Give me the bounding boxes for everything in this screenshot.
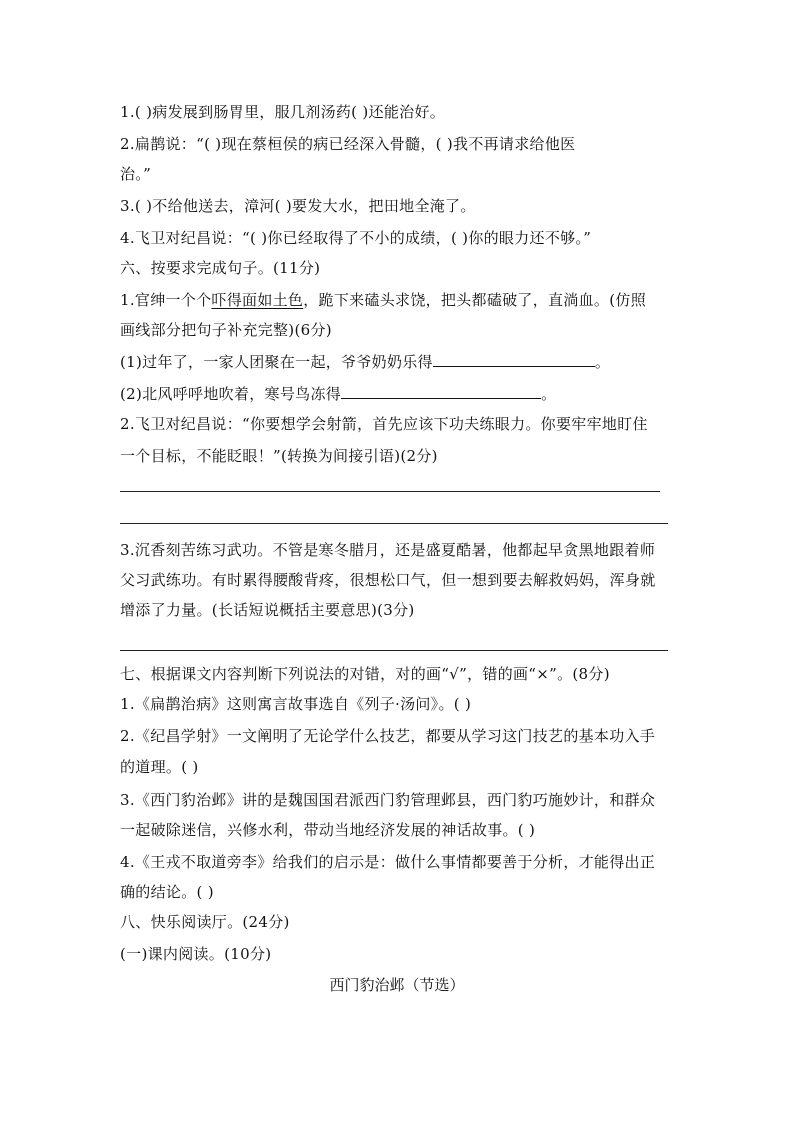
- s6-q1-sub2-end: 。: [541, 385, 557, 403]
- s6-q1-pre: 1.官绅一个个: [120, 291, 212, 309]
- s6-q3-line3: 增添了力量。(长话短说概括主要意思)(3分): [120, 601, 415, 619]
- s5-q3: 3.( )不给他送去，漳河( )要发大水，把田地全淹了。: [120, 197, 476, 215]
- s7-q3-line1: 3.《西门豹治邺》讲的是魏国国君派西门豹管理邺县，西门豹巧施妙计，和群众: [120, 791, 656, 809]
- s5-q2-line1: 2.扁鹊说：“( )现在蔡桓侯的病已经深入骨髓，( )我不再请求给他医: [120, 135, 576, 153]
- s7-q2-line2: 的道理。( ): [120, 758, 199, 776]
- s6-q1-underlined: 吓得面如土色: [211, 291, 304, 309]
- s6-q3-line2: 父习武练功。有时累得腰酸背疼，很想松口气，但一想到要去解救妈妈，浑身就: [120, 571, 656, 589]
- s6-q1-post: ，跪下来磕头求饶，把头都磕破了，直淌血。(仿照: [303, 291, 646, 309]
- s8-subheading: (一)课内阅读。(10分): [120, 945, 272, 963]
- s6-q2-answer-line1[interactable]: [120, 491, 660, 492]
- s7-q4-line1: 4.《王戎不取道旁李》给我们的启示是：做什么事情都要善于分析，才能得出正: [120, 853, 656, 871]
- s5-q4: 4.飞卫对纪昌说：“( )你已经取得了不小的成绩，( )你的眼力还不够。”: [120, 229, 592, 247]
- s6-q1-sub1-end: 。: [594, 353, 611, 371]
- s8-heading: 八、快乐阅读厅。(24分): [120, 913, 290, 931]
- s6-q1-sub1-blank[interactable]: [433, 352, 595, 367]
- passage-title: 西门豹治邺（节选）: [329, 976, 465, 994]
- s7-q2-line1: 2.《纪昌学射》一文阐明了无论学什么技艺，都要从学习这门技艺的基本功入手: [120, 727, 656, 745]
- s7-q4-line2: 确的结论。( ): [120, 883, 214, 901]
- s6-q1-sub2-text: (2)北风呼呼地吹着，寒号鸟冻得: [120, 385, 342, 403]
- s6-q2-line2: 一个目标，不能眨眼！”(转换为间接引语)(2分): [120, 447, 438, 465]
- s6-q1-sub1: [120, 352, 610, 372]
- s7-heading: 七、根据课文内容判断下列说法的对错，对的画“√”，错的画“×”。(8分): [120, 665, 610, 683]
- s6-q1-line1: [120, 290, 646, 310]
- s6-q1-line2: 画线部分把句子补充完整)(6分): [120, 321, 332, 339]
- s6-heading: 六、按要求完成句子。(11分): [120, 259, 321, 277]
- s6-q1-sub2-blank[interactable]: [341, 384, 541, 399]
- s6-q2-line1: 2.飞卫对纪昌说：“你要想学会射箭，首先应该下功夫练眼力。你要牢牢地盯住: [120, 415, 648, 433]
- s7-q1: 1.《扁鹊治病》这则寓言故事选自《列子·汤问》。( ): [120, 695, 472, 713]
- s5-q2-line2: 治。”: [120, 165, 152, 183]
- s6-q2-answer-line2[interactable]: [120, 523, 668, 524]
- s6-q3-line1: 3.沉香刻苦练习武功。不管是寒冬腊月，还是盛夏酷暑，他都起早贪黑地跟着师: [120, 541, 656, 559]
- s6-q1-sub1-text: (1)过年了，一家人团聚在一起，爷爷奶奶乐得: [120, 353, 433, 371]
- s5-q1: 1.( )病发展到肠胃里，服几剂汤药( )还能治好。: [120, 103, 446, 121]
- s6-q1-sub2: [120, 384, 556, 404]
- s6-q3-answer-line[interactable]: [120, 650, 668, 651]
- s7-q3-line2: 一起破除迷信，兴修水利，带动当地经济发展的神话故事。( ): [120, 821, 536, 839]
